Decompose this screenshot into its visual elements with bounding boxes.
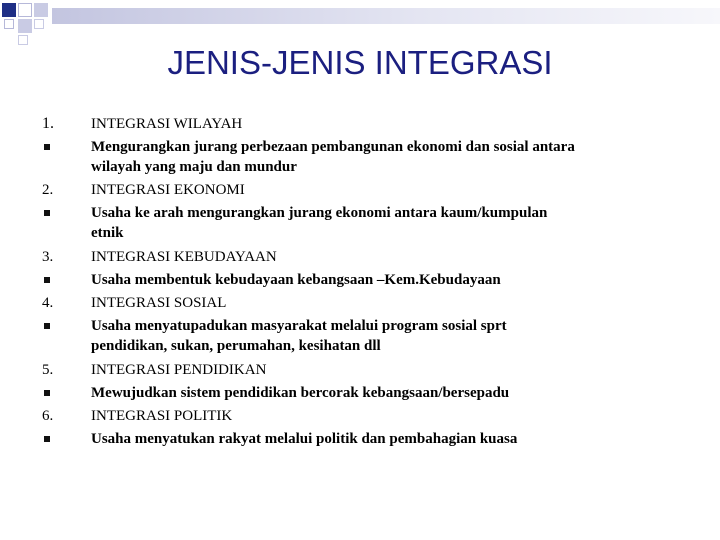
content-line bbox=[0, 336, 720, 356]
content-line bbox=[0, 157, 720, 177]
decor-square bbox=[18, 3, 32, 17]
decor-square bbox=[34, 19, 44, 29]
content-line bbox=[0, 114, 720, 134]
content-line bbox=[0, 270, 720, 290]
square-bullet-icon bbox=[44, 144, 50, 150]
section-heading: INTEGRASI SOSIAL bbox=[91, 295, 227, 311]
section-description: Mengurangkan jurang perbezaan pembangunan ekonomi dan sosial antara bbox=[91, 139, 575, 155]
header-gradient-band bbox=[52, 8, 720, 24]
list-number: 1. bbox=[42, 115, 54, 132]
list-number: 6. bbox=[42, 408, 54, 424]
section-description: Usaha menyatupadukan masyarakat melalui program sosial sprt bbox=[91, 318, 507, 334]
content-line bbox=[0, 429, 720, 449]
section-description: etnik bbox=[91, 225, 124, 241]
section-description: pendidikan, sukan, perumahan, kesihatan dll bbox=[91, 338, 381, 354]
list-number: 3. bbox=[42, 249, 54, 265]
section-heading: INTEGRASI PENDIDIKAN bbox=[91, 362, 267, 378]
square-bullet-icon bbox=[44, 277, 50, 283]
content-line bbox=[0, 180, 720, 200]
list-number: 5. bbox=[42, 362, 54, 378]
content-line bbox=[0, 247, 720, 267]
section-heading: INTEGRASI POLITIK bbox=[91, 408, 233, 424]
decor-square bbox=[18, 19, 32, 33]
section-description: Usaha membentuk kebudayaan kebangsaan –Kem.Kebudayaan bbox=[91, 272, 501, 288]
list-number: 2. bbox=[42, 182, 54, 198]
content-line bbox=[0, 383, 720, 403]
decor-square bbox=[2, 3, 16, 17]
content-line bbox=[0, 406, 720, 426]
section-description: Usaha ke arah mengurangkan jurang ekonomi antara kaum/kumpulan bbox=[91, 205, 548, 221]
section-description: Usaha menyatukan rakyat melalui politik dan pembahagian kuasa bbox=[91, 431, 518, 447]
square-bullet-icon bbox=[44, 390, 50, 396]
content-line bbox=[0, 293, 720, 313]
square-bullet-icon bbox=[44, 323, 50, 329]
section-heading: INTEGRASI EKONOMI bbox=[91, 182, 245, 198]
section-description: wilayah yang maju dan mundur bbox=[91, 159, 297, 175]
content-line bbox=[0, 223, 720, 243]
content-line bbox=[0, 360, 720, 380]
decor-square bbox=[4, 19, 14, 29]
section-heading: INTEGRASI KEBUDAYAAN bbox=[91, 249, 277, 265]
decor-square bbox=[34, 3, 48, 17]
content-line bbox=[0, 137, 720, 157]
section-description: Mewujudkan sistem pendidikan bercorak kebangsaan/bersepadu bbox=[91, 385, 510, 401]
list-number: 4. bbox=[42, 295, 54, 311]
square-bullet-icon bbox=[44, 436, 50, 442]
section-heading: INTEGRASI WILAYAH bbox=[91, 116, 243, 132]
square-bullet-icon bbox=[44, 210, 50, 216]
content-line bbox=[0, 203, 720, 223]
content-line bbox=[0, 316, 720, 336]
slide-title: JENIS-JENIS INTEGRASI bbox=[167, 44, 553, 81]
